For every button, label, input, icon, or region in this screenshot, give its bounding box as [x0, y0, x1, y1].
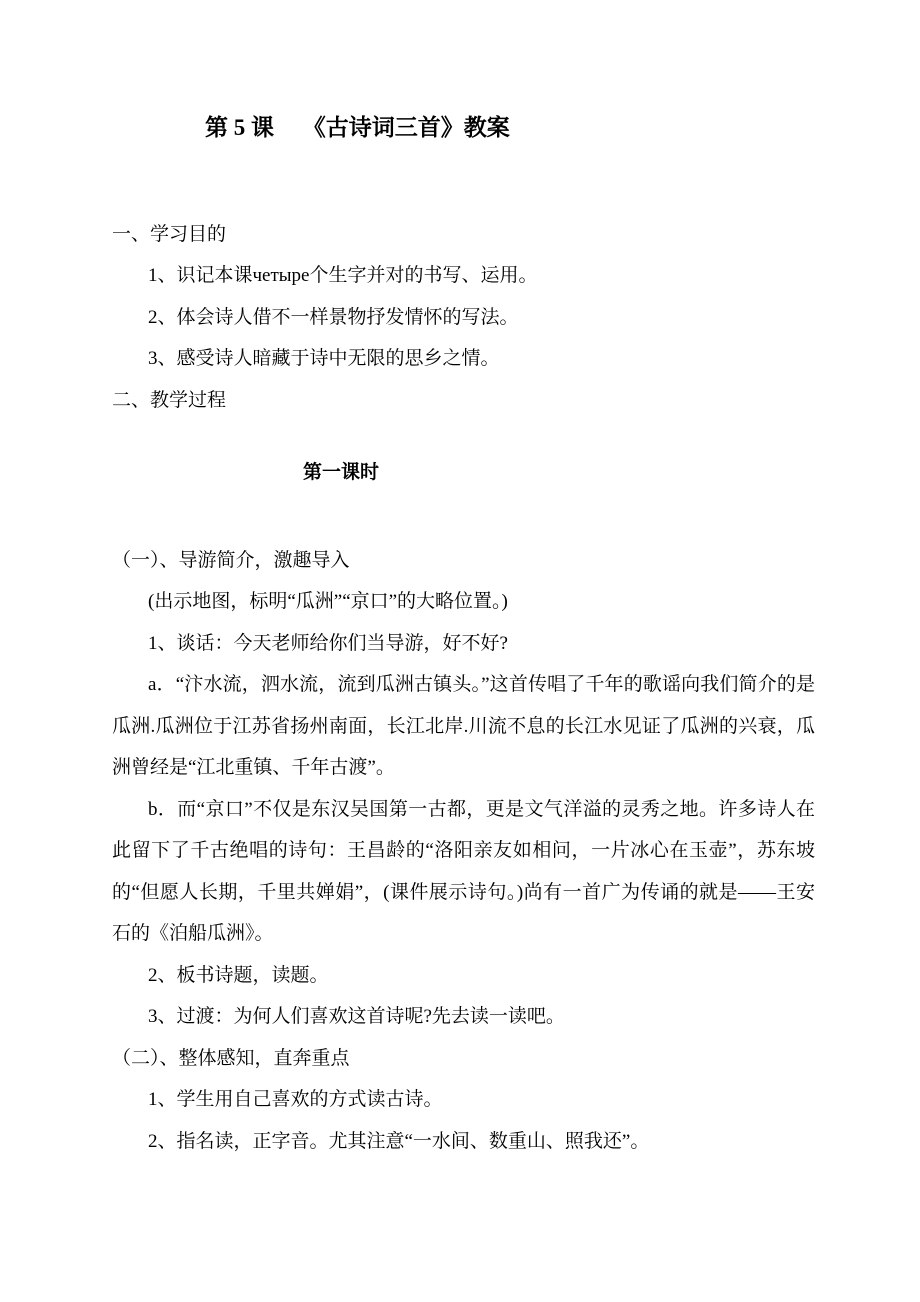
step-1-talk: 1、谈话：今天老师给你们当导游，好不好?: [148, 632, 508, 654]
perception-step-2: 2、指名读，正字音。尤其注意“一水间、数重山、照我还”。: [148, 1130, 650, 1152]
section-heading-learning-goals: 一、学习目的: [112, 223, 227, 245]
objective-item-2: 2、体会诗人借不一样景物抒发情怀的写法。: [148, 306, 519, 328]
perception-step-1: 1、学生用自己喜欢的方式读古诗。: [148, 1089, 443, 1110]
lesson-period-heading: 第一课时: [303, 462, 380, 483]
section-heading-teaching-process: 二、教学过程: [112, 389, 227, 411]
document-title: 第 5 课 《古诗词三首》教案: [205, 115, 510, 140]
paragraph-a-guazhou: a．“汴水流，泗水流，流到瓜洲古镇头。”这首传唱了千年的歌谣向我们简介的是瓜洲.瓜洲位于江苏省扬州南面，长江北岸.川流不息的长江水见证了瓜洲的兴衰，瓜洲曾经是“江北重镇、千年古渡”。: [112, 674, 815, 778]
subsection-heading-perception: （二）、整体感知，直奔重点: [112, 1047, 350, 1069]
step-3-transition: 3、过渡：为何人们喜欢这首诗呢?先去读一读吧。: [148, 1006, 565, 1027]
objective-item-3: 3、感受诗人暗藏于诗中无限的思乡之情。: [148, 348, 500, 369]
objective-item-1: 1、识记本课четыре个生字并对的书写、运用。: [148, 265, 538, 286]
step-2-write-title: 2、板书诗题，读题。: [148, 964, 329, 986]
subsection-heading-intro: （一）、导游简介，激趣导入: [112, 549, 350, 571]
note-show-map: (出示地图，标明“瓜洲”“京口”的大略位置。): [148, 591, 508, 612]
paragraph-b-jingkou: b．而“京口”不仅是东汉吴国第一古都，更是文气洋溢的灵秀之地。许多诗人在此留下了千古绝唱的诗句：王昌龄的“洛阳亲友如相问，一片冰心在玉壶”，苏东坡的“但愿人长期，千里共婵娟”，(课件展示诗句。)尚有一首广为传诵的就是——王安石的《泊船瓜洲》。: [112, 798, 815, 944]
